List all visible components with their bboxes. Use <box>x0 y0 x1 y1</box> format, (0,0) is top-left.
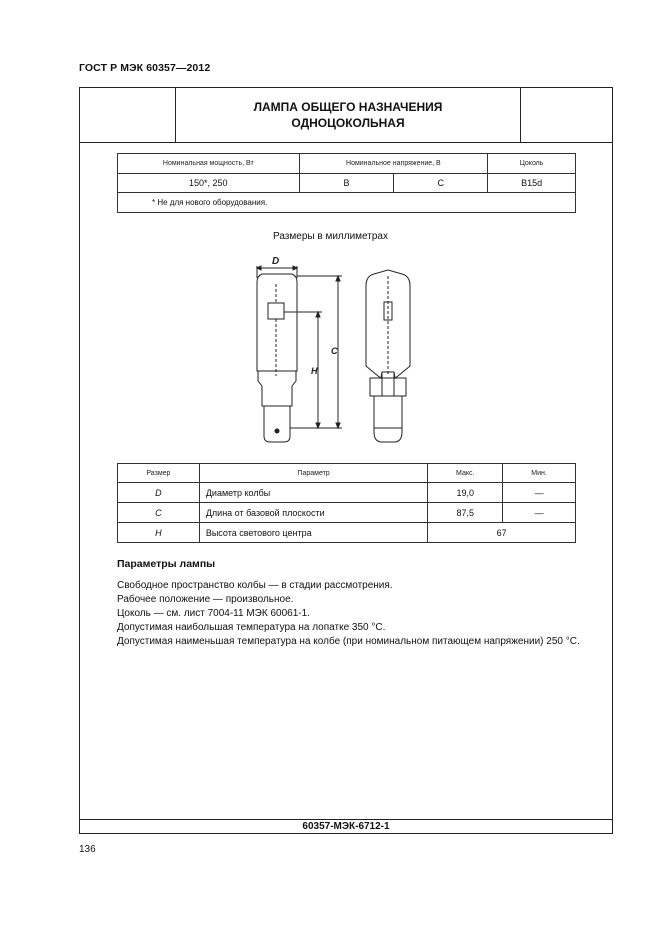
side-collar <box>370 378 406 396</box>
header-voltage: Номинальное напряжение, В <box>299 154 488 174</box>
header-parameter: Параметр <box>199 464 427 483</box>
side-collar-ribs <box>382 372 394 396</box>
lamp-params-title: Параметры лампы <box>117 558 216 570</box>
lamp-param-line: Свободное пространство колбы — в стадии рассмотрения. <box>117 580 393 591</box>
header-size: Размер <box>118 464 200 483</box>
front-bulb-outline <box>257 274 297 371</box>
lamp-param-line: Цоколь — см. лист 7004-11 МЭК 60061-1. <box>117 608 310 619</box>
header-divider-right <box>520 88 521 143</box>
dims-header-row <box>118 464 576 483</box>
title-line-1: ЛАМПА ОБЩЕГО НАЗНАЧЕНИЯ <box>253 100 443 114</box>
table-row <box>118 523 576 543</box>
front-base-pin <box>275 429 279 433</box>
dim-min: — <box>503 483 576 503</box>
lamp-param-line: Рабочее положение — произвольное. <box>117 594 294 605</box>
dim-parameter: Высота светового центра <box>199 523 427 543</box>
front-collar <box>258 371 296 406</box>
footer-rule <box>80 819 612 820</box>
side-base-cap <box>374 396 402 442</box>
lamp-param-line: Допустимая наименьшая температура на колбе (при номинальном питающем напряжении) 250 °C. <box>117 636 580 647</box>
dim-max: 19,0 <box>428 483 503 503</box>
header-base: Цоколь <box>488 154 576 174</box>
ratings-value-row <box>118 174 576 193</box>
dim-parameter: Длина от базовой плоскости <box>199 503 427 523</box>
drawing-caption: Размеры в миллиметрах <box>273 231 388 242</box>
table-row <box>118 503 576 523</box>
voltage-c-value: C <box>394 174 488 193</box>
lamp-front-view <box>257 266 342 442</box>
lamp-params-text <box>117 579 580 649</box>
ratings-note: * Не для нового оборудования. <box>118 193 576 213</box>
front-filament-box <box>268 303 284 319</box>
page-number: 136 <box>79 844 96 855</box>
front-base-cap <box>264 406 290 442</box>
ratings-table <box>117 153 576 213</box>
dim-max: 87,5 <box>428 503 503 523</box>
table-row <box>118 483 576 503</box>
lamp-param-line: Допустимая наибольшая температура на лопатке 350 °C. <box>117 622 386 633</box>
dim-symbol: H <box>118 523 200 543</box>
voltage-b-value: B <box>299 174 394 193</box>
dim-symbol: C <box>118 503 200 523</box>
standard-code: ГОСТ Р МЭК 60357—2012 <box>79 62 211 74</box>
header-min: Мин. <box>503 464 576 483</box>
title-line-2: ОДНОЦОКОЛЬНАЯ <box>291 116 405 130</box>
dimensions-table <box>117 463 576 543</box>
dim-label-c: C <box>331 346 338 356</box>
sheet-title <box>176 99 520 131</box>
dim-parameter: Диаметр колбы <box>199 483 427 503</box>
dim-label-h: H <box>311 366 318 376</box>
dim-value: 67 <box>428 523 576 543</box>
header-power: Номинальная мощность, Вт <box>118 154 300 174</box>
lamp-drawing <box>240 246 440 452</box>
header-bottom-rule <box>80 142 612 143</box>
power-value: 150*, 250 <box>118 174 300 193</box>
sheet-code: 60357-МЭК-6712-1 <box>302 821 390 832</box>
header-max: Макс. <box>428 464 503 483</box>
dim-min: — <box>503 503 576 523</box>
dim-label-d: D <box>272 256 280 267</box>
base-value: B15d <box>488 174 576 193</box>
ratings-header-row <box>118 154 576 174</box>
dim-symbol: D <box>118 483 200 503</box>
lamp-side-view <box>366 270 410 442</box>
ratings-note-row <box>118 193 576 213</box>
